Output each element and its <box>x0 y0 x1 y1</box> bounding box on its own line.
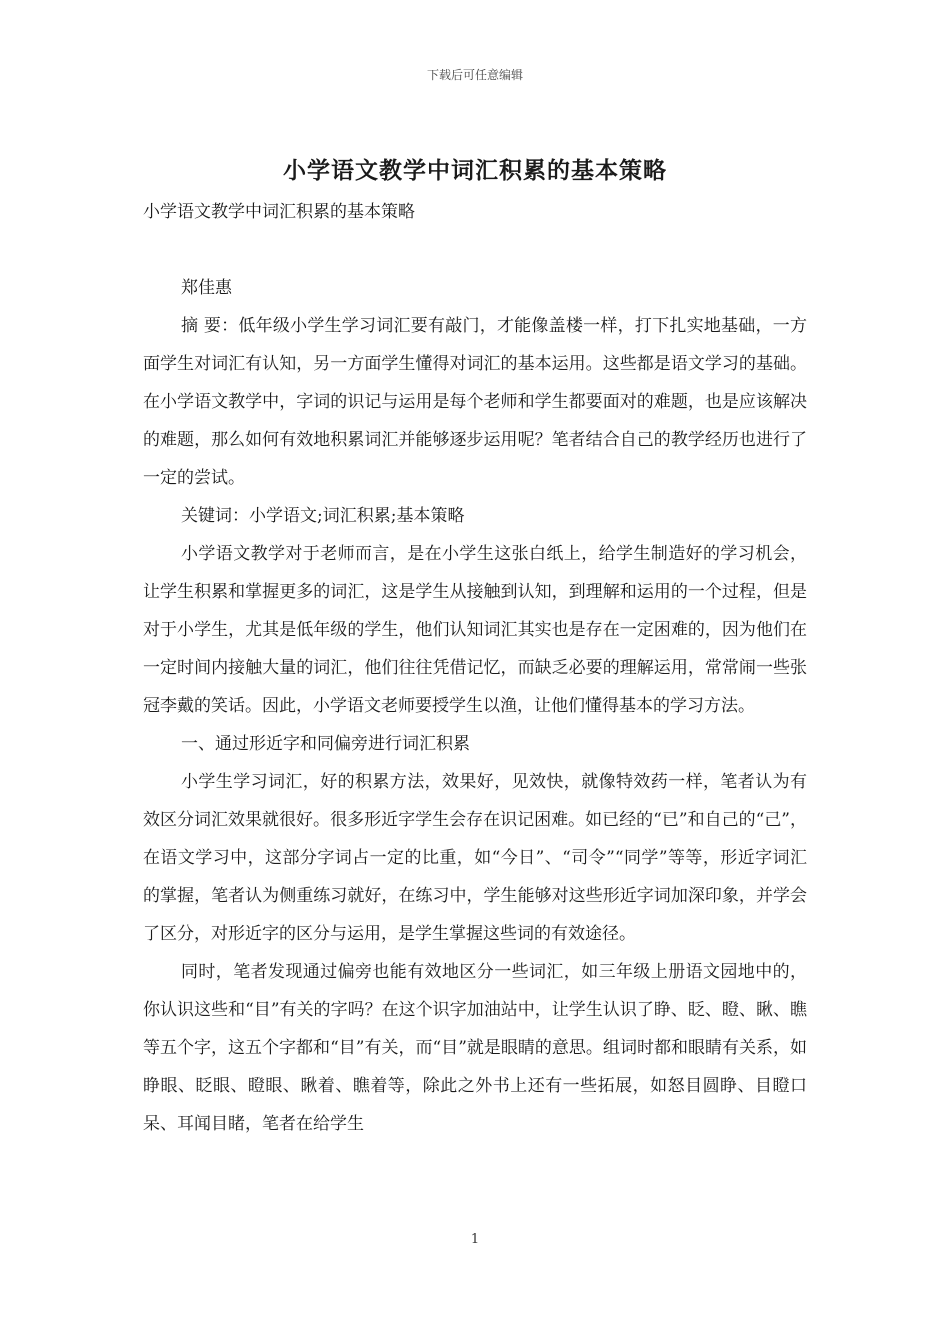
body-text <box>143 193 807 1143</box>
document-title: 小学语文教学中词汇积累的基本策略 <box>283 157 667 184</box>
section-heading: 一、通过形近字和同偏旁进行词汇积累 <box>181 734 470 754</box>
keywords-paragraph: 关键词：小学语文;词汇积累;基本策略 <box>181 506 465 526</box>
body-paragraph: 同时，笔者发现通过偏旁也能有效地区分一些词汇，如三年级上册语文园地中的，你认识这些和“目”有关的字吗？在这个识字加油站中，让学生认识了睁、眨、瞪、瞅、瞧等五个字，这五个字都和“目”有关，而“目”就是眼睛的意思。组词时都和眼睛有关系，如睁眼、眨眼、瞪眼、瞅着、瞧着等，除此之外书上还有一些拓展，如怒目圆睁、目瞪口呆、耳闻目睹，笔者在给学生 <box>143 962 807 1134</box>
subtitle: 小学语文教学中词汇积累的基本策略 <box>143 202 415 222</box>
abstract-paragraph: 摘 要：低年级小学生学习词汇要有敲门，才能像盖楼一样，打下扎实地基础，一方面学生对词汇有认知，另一方面学生懂得对词汇的基本运用。这些都是语文学习的基础。在小学语文教学中，字词的识记与运用是每个老师和学生都要面对的难题，也是应该解决的难题，那么如何有效地积累词汇并能够逐步运用呢？笔者结合自己的教学经历也进行了一定的尝试。 <box>143 316 807 488</box>
intro-paragraph: 小学语文教学对于老师而言，是在小学生这张白纸上，给学生制造好的学习机会，让学生积累和掌握更多的词汇，这是学生从接触到认知，到理解和运用的一个过程，但是对于小学生，尤其是低年级的学生，他们认知词汇其实也是存在一定困难的，因为他们在一定时间内接触大量的词汇，他们往往凭借记忆，而缺乏必要的理解运用，常常闹一些张冠李戴的笑话。因此，小学语文老师要授学生以渔，让他们懂得基本的学习方法。 <box>143 544 807 716</box>
header-note: 下载后可任意编辑 <box>426 68 523 82</box>
author: 郑佳惠 <box>181 278 232 298</box>
page-number: 1 <box>470 1232 480 1247</box>
body-paragraph: 小学生学习词汇，好的积累方法，效果好，见效快，就像特效药一样，笔者认为有效区分词汇效果就很好。很多形近字学生会存在识记困难。如已经的“已”和自己的“己”，在语文学习中，这部分字词占一定的比重，如“今日”、“司令”“同学”等等，形近字词汇的掌握，笔者认为侧重练习就好，在练习中，学生能够对这些形近字词加深印象，并学会了区分，对形近字的区分与运用，是学生掌握这些词的有效途径。 <box>143 772 807 944</box>
spacer <box>143 231 807 269</box>
